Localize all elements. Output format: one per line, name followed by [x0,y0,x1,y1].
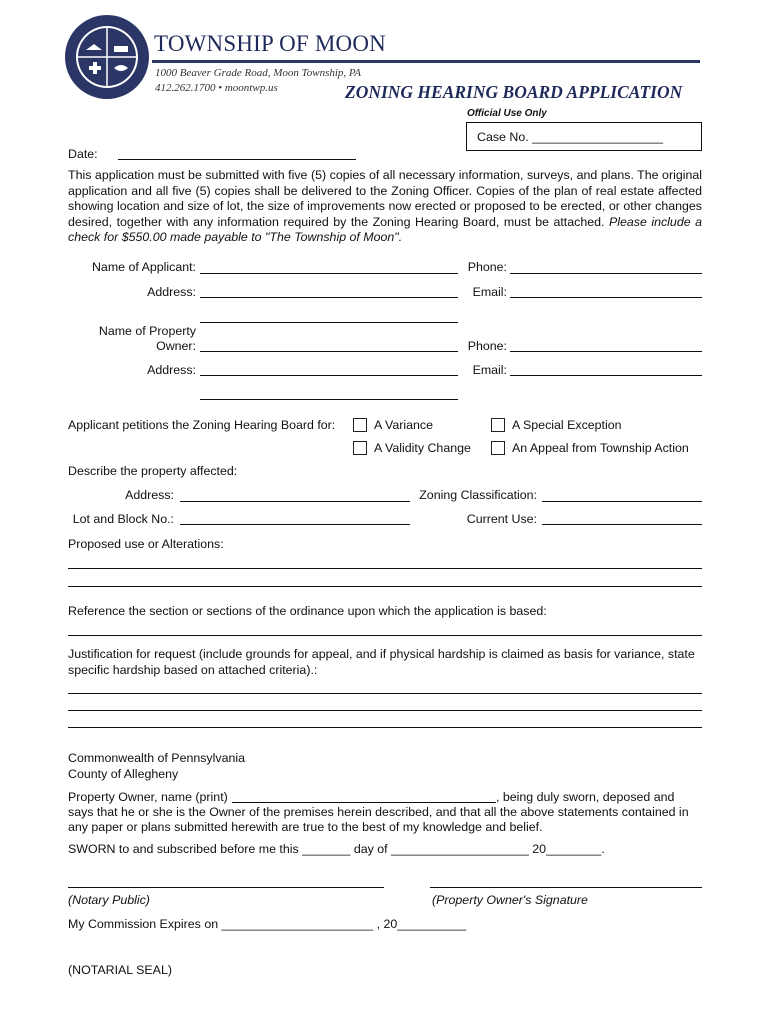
owner-name-label-2: Owner: [156,339,196,353]
owner-signature-line[interactable] [430,887,702,888]
justification-line-3[interactable] [68,727,702,728]
property-address-label: Address: [125,488,174,502]
applicant-address-label: Address: [147,285,196,299]
owner-name-field[interactable] [200,351,458,352]
owner-address-field-2[interactable] [200,399,458,400]
applicant-phone-label: Phone: [467,260,507,274]
date-label: Date: [68,147,98,161]
commonwealth-label: Commonwealth of Pennsylvania [68,751,246,765]
applicant-email-field[interactable] [510,297,702,298]
zoning-classification-field[interactable] [542,501,702,502]
proposed-use-label: Proposed use or Alterations: [68,537,224,551]
validity-change-checkbox[interactable] [353,441,367,455]
appeal-checkbox[interactable] [491,441,505,455]
ordinance-reference-line[interactable] [68,635,702,636]
intro-fee-note: Please include a check for $550.00 made payable to "The Township of Moon". [68,214,702,244]
describe-property-label: Describe the property affected: [68,464,238,478]
special-exception-label: A Special Exception [512,418,622,432]
lot-block-field[interactable] [180,524,410,525]
county-label: County of Allegheny [68,767,179,781]
justification-line-2[interactable] [68,710,702,711]
notarial-seal-label: (NOTARIAL SEAL) [68,963,172,977]
applicant-phone-field[interactable] [510,273,702,274]
applicant-email-label: Email: [472,285,507,299]
owner-address-label: Address: [147,363,196,377]
intro-paragraph [68,168,702,246]
variance-checkbox[interactable] [353,418,367,432]
township-contact: 412.262.1700 • moontwp.us [155,82,278,94]
special-exception-checkbox[interactable] [491,418,505,432]
current-use-label: Current Use: [466,512,537,526]
township-name: TOWNSHIP OF MOON [154,31,386,56]
owner-sworn-text: , being duly sworn, deposed and [496,790,675,804]
form-title: ZONING HEARING BOARD APPLICATION [345,82,683,102]
owner-signature-label: (Property Owner's Signature [432,893,588,907]
owner-print-label: Property Owner, name (print) [68,790,228,804]
official-use-label: Official Use Only [467,108,547,119]
date-line[interactable] [118,159,356,160]
appeal-label: An Appeal from Township Action [512,441,689,455]
current-use-field[interactable] [542,524,702,525]
applicant-name-label: Name of Applicant: [91,260,196,274]
owner-email-field[interactable] [510,375,702,376]
township-seal [64,14,150,100]
commission-expires: My Commission Expires on ______________________ , 20__________ [68,917,467,931]
notary-signature-line[interactable] [68,887,384,888]
justification-line-1[interactable] [68,693,702,694]
proposed-use-line-2[interactable] [68,586,702,587]
case-number-box [466,122,702,151]
owner-print-field[interactable] [232,802,496,803]
zoning-classification-label: Zoning Classification: [419,488,537,502]
justification-label: Justification for request (include grounds for appeal, and if physical hardship is claimed as basis for variance, state specific hardship based on attached criteria).: [68,647,695,677]
validity-change-label: A Validity Change [374,441,471,455]
owner-address-field[interactable] [200,375,458,376]
owner-phone-label: Phone: [467,339,507,353]
notary-public-label: (Notary Public) [68,893,150,907]
owner-phone-field[interactable] [510,351,702,352]
property-address-field[interactable] [180,501,410,502]
applicant-name-field[interactable] [200,273,458,274]
case-number: Case No. ___________________ [477,130,664,144]
petition-label: Applicant petitions the Zoning Hearing Board for: [68,418,336,432]
intro-text: This application must be submitted with five (5) copies of all necessary information, surveys, and plans. The original application and all five (5) copies shall be delivered to the Zoning Officer. Copies of the plan of real estate affected showing location and size of lot, the size of improvements now erected or proposed to be erected, or other changes desired, together with any information required by the Zoning Hearing Board, must be attached. [68,168,702,229]
applicant-address-field[interactable] [200,297,458,298]
owner-name-label-1: Name of Property [98,324,196,338]
header-rule [152,60,700,63]
ordinance-reference-label: Reference the section or sections of the ordinance upon which the application is based: [68,604,547,618]
variance-label: A Variance [374,418,434,432]
owner-email-label: Email: [472,363,507,377]
sworn-statement: SWORN to and subscribed before me this _______ day of ____________________ 20________. [68,842,605,856]
proposed-use-line-1[interactable] [68,568,702,569]
township-address: 1000 Beaver Grade Road, Moon Township, PA [155,67,361,79]
owner-statement-1: says that he or she is the Owner of the premises herein described, and that all the above statements contained in [68,805,689,819]
owner-statement-2: any paper or plans submitted herewith are true to the best of my knowledge and belief. [68,820,543,834]
lot-block-label: Lot and Block No.: [72,512,174,526]
applicant-address-field-2[interactable] [200,322,458,323]
